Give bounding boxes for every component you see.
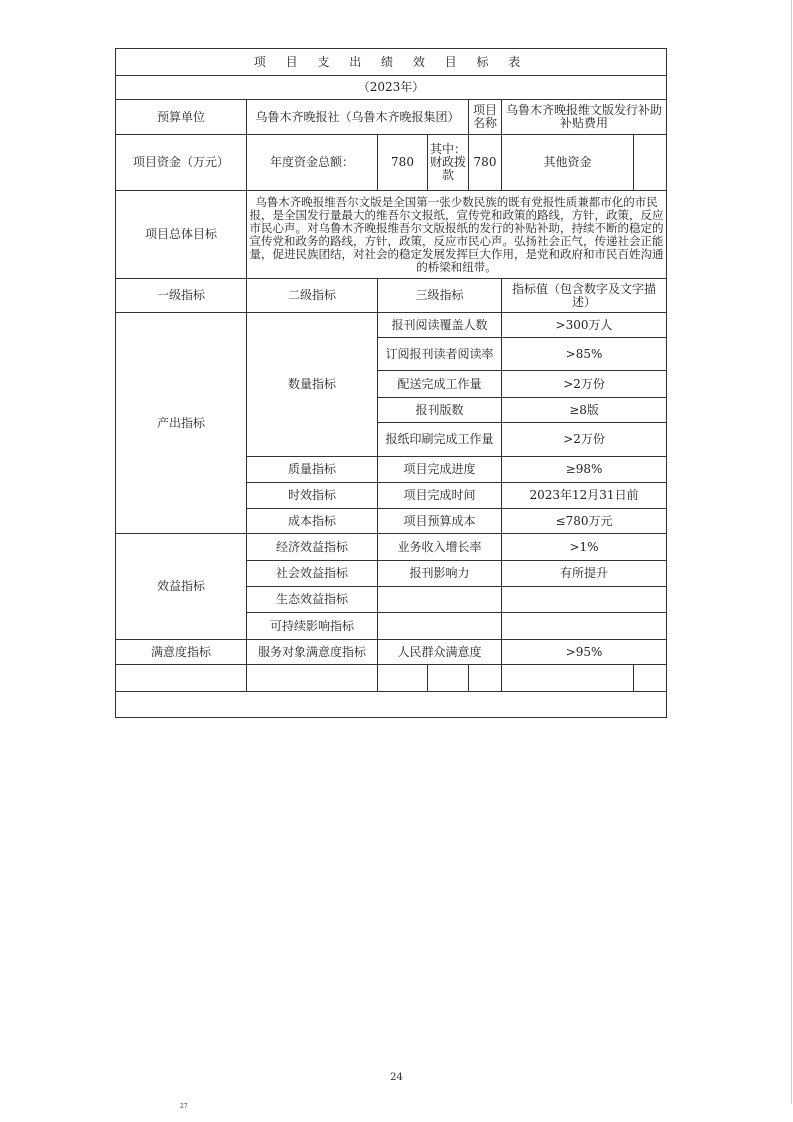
indicator-value: 2023年12月31日前 <box>502 483 667 509</box>
quantity-indicator-label: 数量指标 <box>247 313 378 457</box>
header-level1: 一级指标 <box>116 279 247 313</box>
annual-total-value: 780 <box>378 135 428 191</box>
header-level3: 三级指标 <box>378 279 502 313</box>
indicator-name: 业务收入增长率 <box>378 534 502 561</box>
budget-unit-label: 预算单位 <box>116 100 247 135</box>
other-funds-label: 其他资金 <box>502 135 634 191</box>
other-funds-value <box>634 135 667 191</box>
indicator-name: 人民群众满意度 <box>378 640 502 665</box>
satisfaction-indicator-label: 满意度指标 <box>116 640 247 665</box>
quality-indicator-label: 质量指标 <box>247 457 378 483</box>
benefit-indicator-label: 效益指标 <box>116 534 247 640</box>
indicator-value: >2万份 <box>502 371 667 398</box>
indicator-name: 订阅报刊读者阅读率 <box>378 338 502 371</box>
page-edge <box>791 0 792 1104</box>
empty-cell <box>634 665 667 692</box>
ecological-indicator-label: 生态效益指标 <box>247 587 378 613</box>
indicator-name: 项目完成进度 <box>378 457 502 483</box>
performance-target-table <box>115 48 667 718</box>
empty-cell <box>247 665 378 692</box>
fiscal-value: 780 <box>469 135 502 191</box>
goal-text: 乌鲁木齐晚报维吾尔文版是全国第一张少数民族的既有党报性质兼都市化的市民报，是全国发行量最大的维吾尔文报纸，宣传党和政策的路线，方针，政策，反应市民心声。对乌鲁木齐晚报维吾尔文版报纸的发行的补贴补助，持续不断的稳定的宣传党和政务的路线，方针，政策，反应市民心声。弘扬社会正气，传递社会正能量，促进民族团结，对社会的稳定发展发挥巨大作用，是党和政府和市民百姓沟通的桥梁和纽带。 <box>247 191 667 279</box>
empty-cell <box>116 665 247 692</box>
fiscal-label: 其中：财政拨款 <box>428 135 469 191</box>
indicator-name: 报刊阅读覆盖人数 <box>378 313 502 338</box>
sustainable-indicator-label: 可持续影响指标 <box>247 613 378 640</box>
indicator-name: 项目预算成本 <box>378 509 502 534</box>
economic-indicator-label: 经济效益指标 <box>247 534 378 561</box>
service-satisfaction-label: 服务对象满意度指标 <box>247 640 378 665</box>
header-level2: 二级指标 <box>247 279 378 313</box>
indicator-value: ≥8版 <box>502 398 667 423</box>
indicator-name: 报刊版数 <box>378 398 502 423</box>
funds-label: 项目资金（万元） <box>116 135 247 191</box>
empty-cell <box>428 665 469 692</box>
goal-label: 项目总体目标 <box>116 191 247 279</box>
timeliness-indicator-label: 时效指标 <box>247 483 378 509</box>
indicator-name: 报纸印刷完成工作量 <box>378 423 502 457</box>
empty-cell <box>469 665 502 692</box>
indicator-value: ≥98% <box>502 457 667 483</box>
project-name-label: 项目名称 <box>469 100 502 135</box>
empty-cell <box>502 587 667 613</box>
empty-cell <box>378 613 502 640</box>
empty-cell <box>502 665 634 692</box>
indicator-value: ≤780万元 <box>502 509 667 534</box>
output-indicator-label: 产出指标 <box>116 313 247 534</box>
project-name-value: 乌鲁木齐晚报维文版发行补助补贴费用 <box>502 100 667 135</box>
budget-unit-value: 乌鲁木齐晚报社（乌鲁木齐晚报集团） <box>247 100 469 135</box>
indicator-value: 有所提升 <box>502 561 667 587</box>
indicator-name: 配送完成工作量 <box>378 371 502 398</box>
page-number: 24 <box>390 1072 403 1083</box>
empty-cell <box>378 665 428 692</box>
indicator-name: 项目完成时间 <box>378 483 502 509</box>
cost-indicator-label: 成本指标 <box>247 509 378 534</box>
footer-mark: 27 <box>180 1103 188 1110</box>
social-indicator-label: 社会效益指标 <box>247 561 378 587</box>
header-value: 指标值（包含数字及文字描述） <box>502 279 667 313</box>
indicator-name: 报刊影响力 <box>378 561 502 587</box>
empty-cell <box>116 692 667 718</box>
empty-cell <box>502 613 667 640</box>
indicator-value: >300万人 <box>502 313 667 338</box>
indicator-value: >1% <box>502 534 667 561</box>
table-title: 项 目 支 出 绩 效 目 标 表 <box>116 49 667 76</box>
indicator-value: >2万份 <box>502 423 667 457</box>
table-year: （2023年） <box>116 76 667 100</box>
indicator-value: >95% <box>502 640 667 665</box>
empty-cell <box>378 587 502 613</box>
indicator-value: >85% <box>502 338 667 371</box>
annual-total-label: 年度资金总额： <box>247 135 378 191</box>
